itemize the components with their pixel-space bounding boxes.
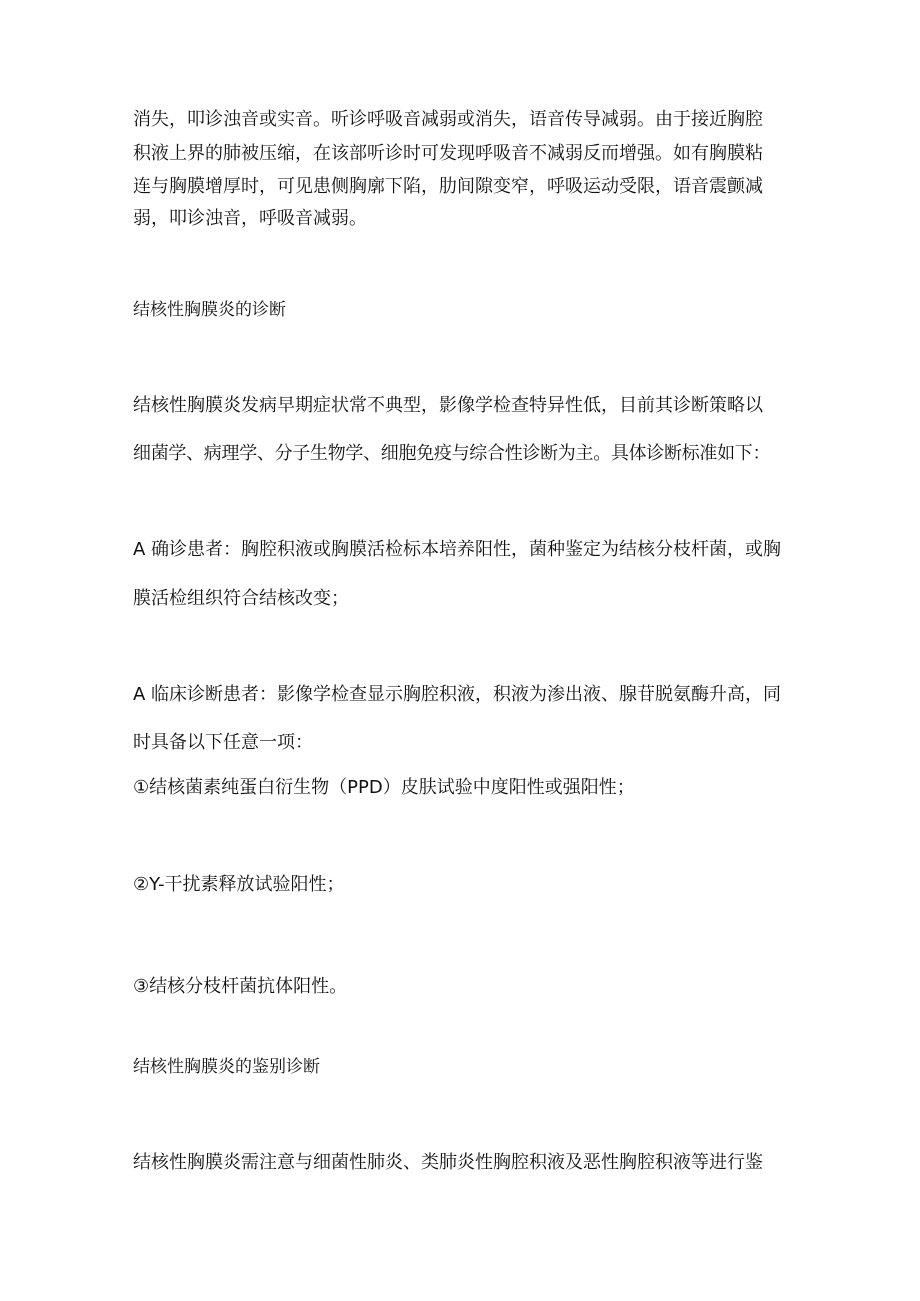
paragraph-diagnosis-intro-line-1: 结核性胸膜炎发病早期症状常不典型，影像学检查特异性低，目前其诊断策略以 <box>133 395 763 416</box>
paragraph-diagnosis-intro-line-2: 细菌学、病理学、分子生物学、细胞免疫与综合性诊断为主。具体诊断标准如下： <box>133 443 771 464</box>
criteria-item-1: ①结核菌素纯蛋白衍生物（PPD）皮肤试验中度阳性或强阳性； <box>133 777 635 798</box>
heading-differential-diagnosis: 结核性胸膜炎的鉴别诊断 <box>133 1057 320 1077</box>
criteria-item-3: ③结核分枝杆菌抗体阳性。 <box>133 976 348 997</box>
paragraph-physical-signs-line-1: 消失，叩诊浊音或实音。听诊呼吸音减弱或消失，语音传导减弱。由于接近胸腔 <box>133 109 763 130</box>
paragraph-confirmed-line-2: 膜活检组织符合结核改变； <box>133 588 349 609</box>
paragraph-physical-signs-line-3: 连与胸膜增厚时，可见患侧胸廓下陷，肋间隙变窄，呼吸运动受限，语音震颤减 <box>133 176 763 197</box>
paragraph-physical-signs-line-4: 弱，叩诊浊音，呼吸音减弱。 <box>133 208 367 229</box>
paragraph-clinical-line-2: 时具备以下任意一项： <box>133 732 313 753</box>
paragraph-differential-line-1: 结核性胸膜炎需注意与细菌性肺炎、类肺炎性胸腔积液及恶性胸腔积液等进行鉴 <box>133 1152 763 1173</box>
paragraph-confirmed-line-1: A 确诊患者：胸腔积液或胸膜活检标本培养阳性，菌种鉴定为结核分枝杆菌，或胸 <box>133 539 782 560</box>
paragraph-clinical-line-1: A 临床诊断患者：影像学检查显示胸腔积液，积液为渗出液、腺苷脱氨酶升高，同 <box>133 684 782 705</box>
heading-diagnosis: 结核性胸膜炎的诊断 <box>133 300 286 320</box>
criteria-item-2: ②Y-干扰素释放试验阳性； <box>133 874 345 895</box>
paragraph-physical-signs-line-2: 积液上界的肺被压缩，在该部听诊时可发现呼吸音不减弱反而增强。如有胸膜粘 <box>133 143 763 164</box>
